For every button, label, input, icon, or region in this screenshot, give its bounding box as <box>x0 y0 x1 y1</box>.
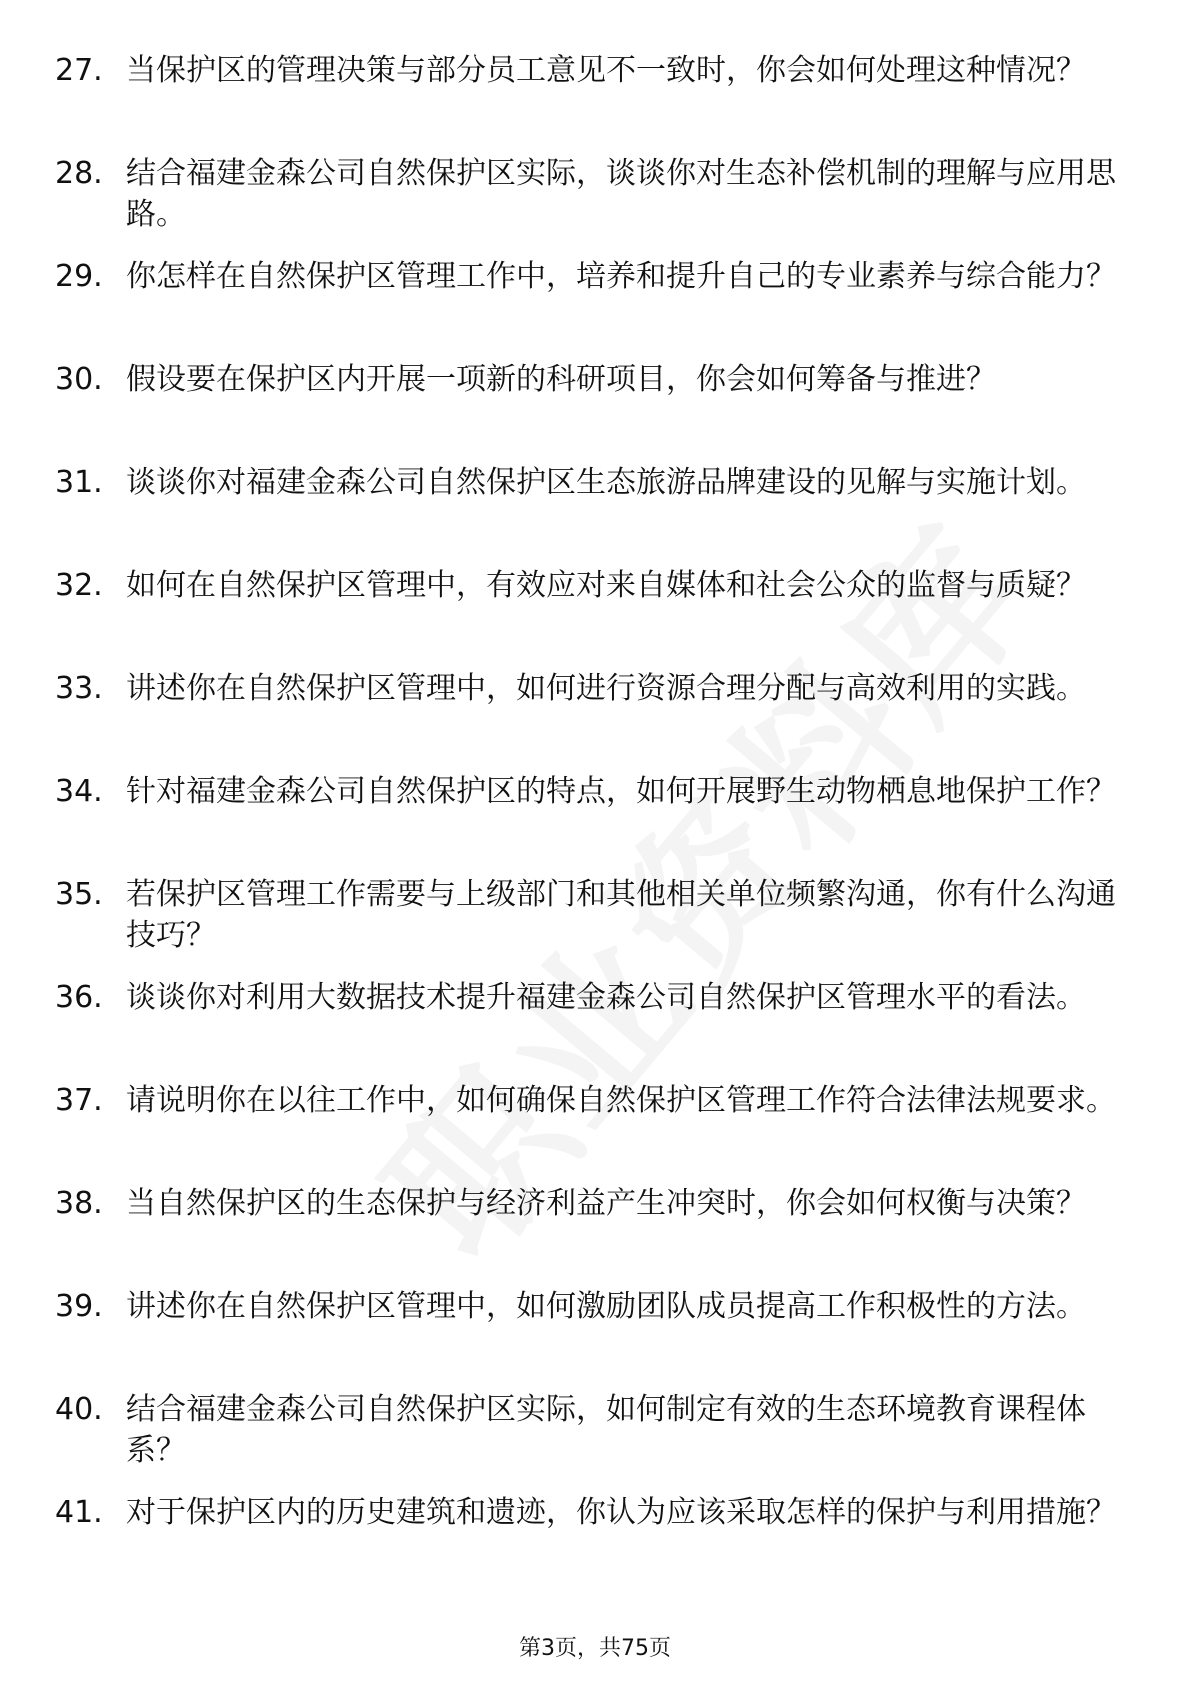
question-number: 30. <box>55 362 103 397</box>
question-number: 35. <box>55 877 103 912</box>
question-number: 27. <box>55 53 103 88</box>
page-number-footer: 第3页，共75页 <box>519 1636 671 1661</box>
question-number: 33. <box>55 671 103 706</box>
question-text: 如何在自然保护区管理中，有效应对来自媒体和社会公众的监督与质疑？ <box>126 568 1086 603</box>
question-item <box>0 668 1190 771</box>
question-item <box>0 256 1190 359</box>
question-number: 31. <box>55 465 103 500</box>
question-text: 讲述你在自然保护区管理中，如何进行资源合理分配与高效利用的实践。 <box>126 671 1086 706</box>
question-text: 针对福建金森公司自然保护区的特点，如何开展野生动物栖息地保护工作？ <box>126 774 1116 809</box>
question-text: 对于保护区内的历史建筑和遗迹，你认为应该采取怎样的保护与利用措施？ <box>126 1495 1116 1530</box>
question-item <box>0 1286 1190 1389</box>
question-text: 谈谈你对福建金森公司自然保护区生态旅游品牌建设的见解与实施计划。 <box>126 465 1086 500</box>
question-item <box>0 462 1190 565</box>
question-item <box>0 874 1190 977</box>
question-item <box>0 565 1190 668</box>
question-item <box>0 1183 1190 1286</box>
question-text: 谈谈你对利用大数据技术提升福建金森公司自然保护区管理水平的看法。 <box>126 980 1086 1015</box>
question-text: 假设要在保护区内开展一项新的科研项目，你会如何筹备与推进？ <box>126 362 996 397</box>
question-number: 36. <box>55 980 103 1015</box>
question-text: 请说明你在以往工作中，如何确保自然保护区管理工作符合法律法规要求。 <box>126 1083 1116 1118</box>
question-item <box>0 977 1190 1080</box>
question-item <box>0 1080 1190 1183</box>
question-list <box>0 50 1190 1595</box>
question-number: 29. <box>55 259 103 294</box>
question-text: 若保护区管理工作需要与上级部门和其他相关单位频繁沟通，你有什么沟通技巧？ <box>126 877 1116 953</box>
question-number: 34. <box>55 774 103 809</box>
question-number: 40. <box>55 1392 103 1427</box>
question-text: 当自然保护区的生态保护与经济利益产生冲突时，你会如何权衡与决策？ <box>126 1186 1086 1221</box>
question-text: 结合福建金森公司自然保护区实际，如何制定有效的生态环境教育课程体系？ <box>126 1392 1086 1468</box>
question-item <box>0 1492 1190 1595</box>
question-item <box>0 771 1190 874</box>
question-text: 你怎样在自然保护区管理工作中，培养和提升自己的专业素养与综合能力？ <box>126 259 1116 294</box>
question-text: 当保护区的管理决策与部分员工意见不一致时，你会如何处理这种情况？ <box>126 53 1086 88</box>
question-number: 32. <box>55 568 103 603</box>
question-number: 41. <box>55 1495 103 1530</box>
question-item <box>0 359 1190 462</box>
question-item <box>0 1389 1190 1492</box>
question-text: 讲述你在自然保护区管理中，如何激励团队成员提高工作积极性的方法。 <box>126 1289 1086 1324</box>
question-number: 37. <box>55 1083 103 1118</box>
question-number: 39. <box>55 1289 103 1324</box>
question-text: 结合福建金森公司自然保护区实际，谈谈你对生态补偿机制的理解与应用思路。 <box>126 156 1116 232</box>
question-number: 28. <box>55 156 103 191</box>
question-item <box>0 50 1190 153</box>
question-number: 38. <box>55 1186 103 1221</box>
question-item <box>0 153 1190 256</box>
